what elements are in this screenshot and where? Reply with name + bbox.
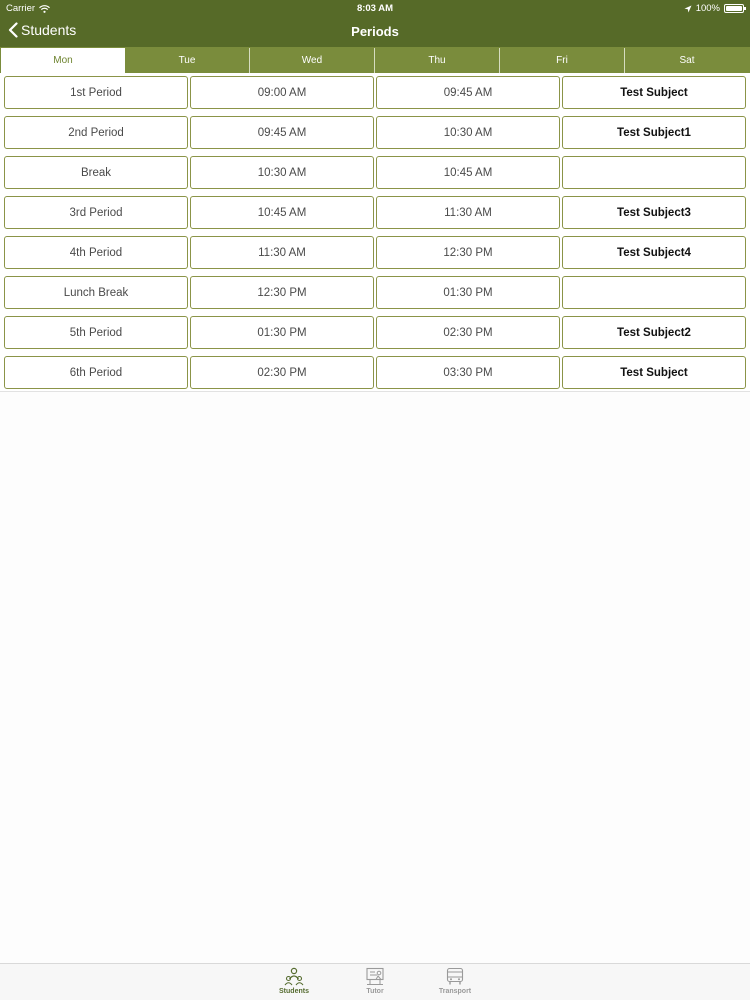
start-time-cell[interactable]: 09:00 AM [190,76,374,109]
subject-cell[interactable] [562,276,746,309]
end-time-cell[interactable]: 10:30 AM [376,116,560,149]
tab-students[interactable] [264,967,324,995]
end-time-cell[interactable]: 09:45 AM [376,76,560,109]
start-time-cell[interactable]: 11:30 AM [190,236,374,269]
period-name-cell[interactable]: 1st Period [4,76,188,109]
table-row [4,276,746,309]
transport-icon [445,967,465,986]
navigation-bar [0,16,750,47]
status-bar [0,0,750,16]
table-row [4,116,746,149]
page-title: Periods [351,24,399,39]
status-right [684,3,744,14]
table-row [4,316,746,349]
tab-fri[interactable]: Fri [499,48,624,73]
end-time-cell[interactable]: 01:30 PM [376,276,560,309]
period-name-cell[interactable]: Break [4,156,188,189]
subject-cell[interactable]: Test Subject2 [562,316,746,349]
table-row [4,76,746,109]
subject-cell[interactable]: Test Subject4 [562,236,746,269]
start-time-cell[interactable]: 10:45 AM [190,196,374,229]
tab-students-label: Students [279,988,309,995]
tutor-icon [365,967,385,986]
end-time-cell[interactable]: 02:30 PM [376,316,560,349]
status-time: 8:03 AM [356,3,394,14]
period-name-cell[interactable]: 3rd Period [4,196,188,229]
period-name-cell[interactable]: 5th Period [4,316,188,349]
bottom-tab-bar [0,963,750,1000]
start-time-cell[interactable]: 01:30 PM [190,316,374,349]
subject-cell[interactable]: Test Subject3 [562,196,746,229]
battery-icon [724,4,744,13]
table-row [4,156,746,189]
subject-cell[interactable] [562,156,746,189]
end-time-cell[interactable]: 03:30 PM [376,356,560,389]
battery-fill [726,6,742,11]
battery-percent: 100% [695,3,720,14]
tab-tue[interactable]: Tue [178,55,196,66]
tab-tutor-label: Tutor [366,988,384,995]
start-time-cell[interactable]: 10:30 AM [190,156,374,189]
tab-mon[interactable]: Mon [1,48,125,73]
tab-thu[interactable]: Thu [374,48,499,73]
carrier-label: Carrier [6,3,36,14]
location-arrow-icon [684,5,692,13]
period-name-cell[interactable]: 4th Period [4,236,188,269]
subject-cell[interactable]: Test Subject1 [562,116,746,149]
subject-cell[interactable]: Test Subject [562,76,746,109]
end-time-cell[interactable]: 11:30 AM [376,196,560,229]
end-time-cell[interactable]: 12:30 PM [376,236,560,269]
tab-transport[interactable] [425,967,485,995]
table-row [4,196,746,229]
subject-cell[interactable]: Test Subject [562,356,746,389]
period-name-cell[interactable]: 6th Period [4,356,188,389]
period-name-cell[interactable]: 2nd Period [4,116,188,149]
back-label: Students [21,22,77,38]
tab-sat[interactable]: Sat [624,48,749,73]
end-time-cell[interactable]: 10:45 AM [376,156,560,189]
table-row [4,236,746,269]
tab-wed[interactable]: Wed [249,48,374,73]
students-icon [284,967,304,986]
timetable [0,73,750,392]
day-tabs [0,47,750,73]
start-time-cell[interactable]: 09:45 AM [190,116,374,149]
tab-tutor[interactable] [345,967,405,995]
start-time-cell[interactable]: 12:30 PM [190,276,374,309]
tab-transport-label: Transport [438,988,472,995]
table-row [4,356,746,389]
period-name-cell[interactable]: Lunch Break [4,276,188,309]
start-time-cell[interactable]: 02:30 PM [190,356,374,389]
